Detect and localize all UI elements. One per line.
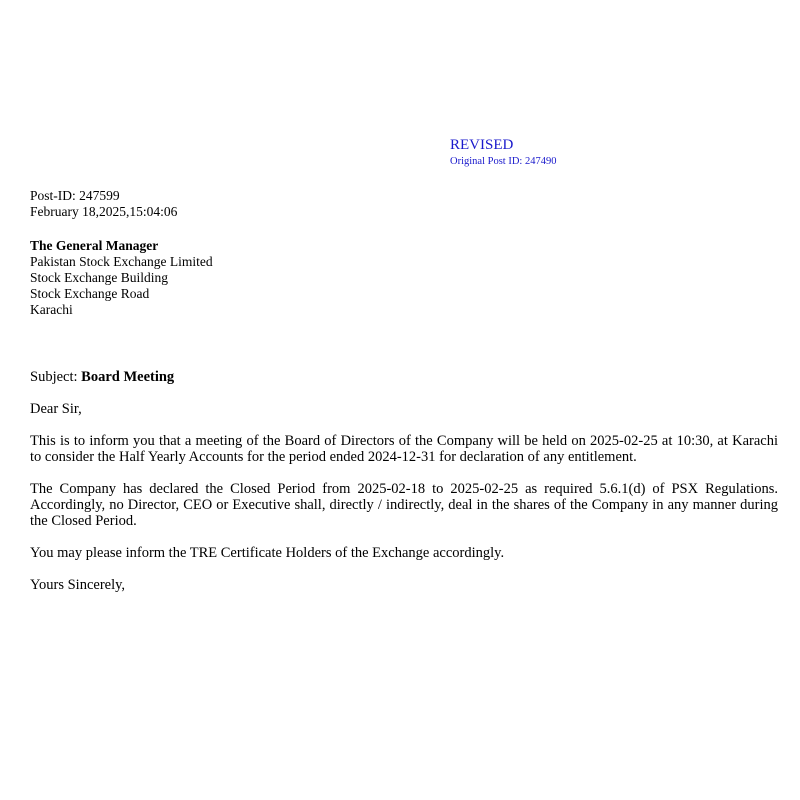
addressee-name: The General Manager [30, 238, 159, 253]
post-datetime: February 18,2025,15:04:06 [30, 204, 178, 219]
subject-value: Board Meeting [81, 369, 175, 385]
original-post-id: Original Post ID: 247490 [450, 156, 557, 167]
paragraph-meeting: This is to inform you that a meeting of the Board of Directors of the Company will be held on 2025-02-25 at 10:30, at Karachi to consider the Half Yearly Accounts for the period ended 2024-12-31 for declaration of any entitlement. [30, 433, 778, 465]
paragraph-inform: You may please inform the TRE Certificate Holders of the Exchange accordingly. [30, 545, 505, 561]
post-id: Post-ID: 247599 [30, 188, 120, 203]
revised-title: REVISED [450, 137, 514, 153]
salutation: Dear Sir, [30, 401, 82, 417]
subject-line [30, 369, 778, 385]
revised-notice [450, 137, 556, 169]
addressee-block [30, 238, 213, 318]
addressee-line: Stock Exchange Building [30, 270, 168, 285]
letter-body [30, 369, 778, 609]
subject-label: Subject: [30, 369, 78, 385]
addressee-line: Pakistan Stock Exchange Limited [30, 254, 213, 269]
closing: Yours Sincerely, [30, 577, 126, 593]
paragraph-closed-period: The Company has declared the Closed Period from 2025-02-18 to 2025-02-25 as required 5.6.1(d) of PSX Regulations. Accordingly, no Director, CEO or Executive shall, directly / indirectly, deal in the shares of the Company in any manner during the Closed Period. [30, 481, 778, 529]
post-meta [30, 188, 177, 220]
addressee-line: Karachi [30, 302, 73, 317]
addressee-line: Stock Exchange Road [30, 286, 150, 301]
